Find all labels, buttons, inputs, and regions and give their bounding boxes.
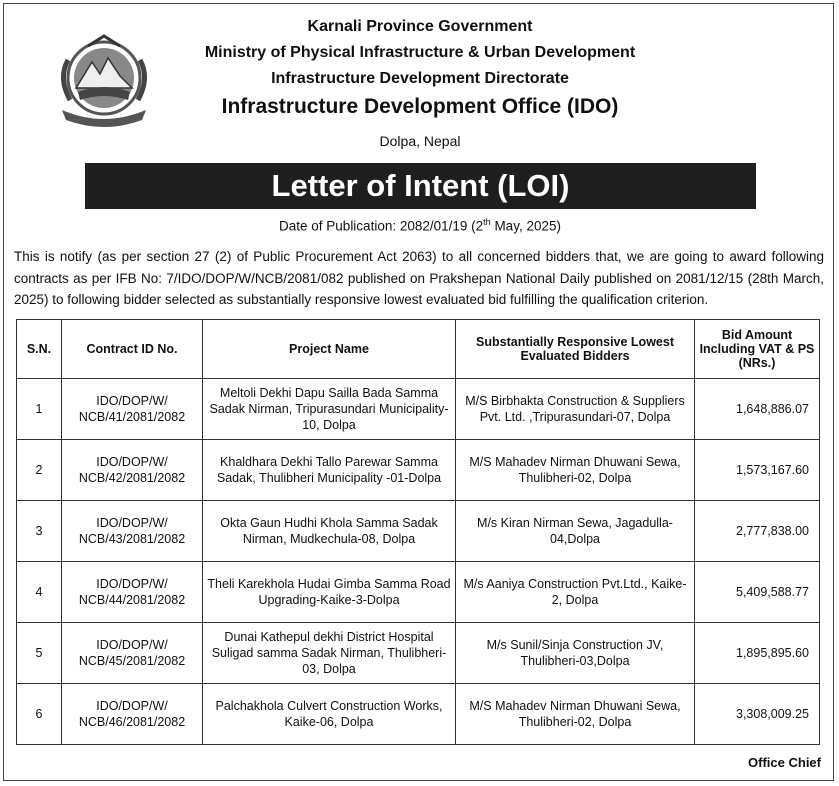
cell-project: Okta Gaun Hudhi Khola Samma Sadak Nirman, Mudkechula-08, Dolpa [203, 501, 456, 562]
table-row [17, 379, 820, 440]
signature-title: Office Chief [748, 755, 821, 770]
table-row [17, 684, 820, 745]
page-title: Letter of Intent (LOI) [85, 163, 756, 209]
cell-bidder: M/s Aaniya Construction Pvt.Ltd., Kaike-2, Dolpa [456, 562, 695, 623]
cell-project: Palchakhola Culvert Construction Works, Kaike-06, Dolpa [203, 684, 456, 745]
cell-sn: 5 [17, 623, 62, 684]
cell-sn: 3 [17, 501, 62, 562]
office-location: Dolpa, Nepal [379, 133, 461, 149]
cell-project: Dunai Kathepul dekhi District Hospital Suligad samma Sadak Nirman, Thulibheri-03, Dolpa [203, 623, 456, 684]
cell-contract: IDO/DOP/W/ NCB/46/2081/2082 [62, 684, 203, 745]
cell-sn: 4 [17, 562, 62, 623]
cell-amount: 3,308,009.25 [695, 684, 820, 745]
cell-contract: IDO/DOP/W/ NCB/42/2081/2082 [62, 440, 203, 501]
cell-project: Khaldhara Dekhi Tallo Parewar Samma Sadak, Thulibheri Municipality -01-Dolpa [203, 440, 456, 501]
table-row [17, 501, 820, 562]
col-header-contract: Contract ID No. [62, 320, 203, 379]
cell-project: Meltoli Dekhi Dapu Sailla Bada Samma Sadak Nirman, Tripurasundari Municipality-10, Dolpa [203, 379, 456, 440]
cell-amount: 1,648,886.07 [695, 379, 820, 440]
col-header-project: Project Name [203, 320, 456, 379]
loi-table [16, 319, 820, 745]
nepal-government-emblem-icon [48, 30, 160, 130]
table-row [17, 562, 820, 623]
cell-bidder: M/s Sunil/Sinja Construction JV, Thulibheri-03,Dolpa [456, 623, 695, 684]
table-row [17, 623, 820, 684]
cell-amount: 1,573,167.60 [695, 440, 820, 501]
cell-sn: 6 [17, 684, 62, 745]
cell-bidder: M/S Birbhakta Construction & Suppliers Pvt. Ltd. ,Tripurasundari-07, Dolpa [456, 379, 695, 440]
col-header-sn: S.N. [17, 320, 62, 379]
col-header-amount: Bid Amount Including VAT & PS (NRs.) [695, 320, 820, 379]
cell-amount: 5,409,588.77 [695, 562, 820, 623]
intro-paragraph: This is notify (as per section 27 (2) of Public Procurement Act 2063) to all concerned bidders that, we are going to award following contracts as per IFB No: 7/IDO/DOP/W/NCB/2081/082 published on Prakshepan National Daily published on 2081/12/15 (28th March, 2025) to following bidder selected as substantially responsive lowest evaluated bid fulfilling the qualification criterion. [14, 249, 824, 307]
publication-date: Date of Publication: 2082/01/19 (2th May, 2025) [279, 217, 561, 234]
cell-project: Theli Karekhola Hudai Gimba Samma Road Upgrading-Kaike-3-Dolpa [203, 562, 456, 623]
ministry-name: Ministry of Physical Infrastructure & Urban Development [204, 44, 636, 61]
office-name: Infrastructure Development Office (IDO) [221, 95, 619, 118]
cell-contract: IDO/DOP/W/ NCB/45/2081/2082 [62, 623, 203, 684]
cell-contract: IDO/DOP/W/ NCB/41/2081/2082 [62, 379, 203, 440]
cell-amount: 2,777,838.00 [695, 501, 820, 562]
cell-sn: 2 [17, 440, 62, 501]
table-header-row [17, 320, 820, 379]
cell-bidder: M/S Mahadev Nirman Dhuwani Sewa, Thulibheri-02, Dolpa [456, 684, 695, 745]
cell-bidder: M/S Mahadev Nirman Dhuwani Sewa, Thulibheri-02, Dolpa [456, 440, 695, 501]
directorate-name: Infrastructure Development Directorate [271, 70, 569, 87]
province-name: Karnali Province Government [307, 18, 533, 35]
cell-contract: IDO/DOP/W/ NCB/43/2081/2082 [62, 501, 203, 562]
col-header-bidder: Substantially Responsive Lowest Evaluated Bidders [456, 320, 695, 379]
cell-amount: 1,895,895.60 [695, 623, 820, 684]
cell-contract: IDO/DOP/W/ NCB/44/2081/2082 [62, 562, 203, 623]
cell-sn: 1 [17, 379, 62, 440]
cell-bidder: M/s Kiran Nirman Sewa, Jagadulla-04,Dolpa [456, 501, 695, 562]
table-row [17, 440, 820, 501]
